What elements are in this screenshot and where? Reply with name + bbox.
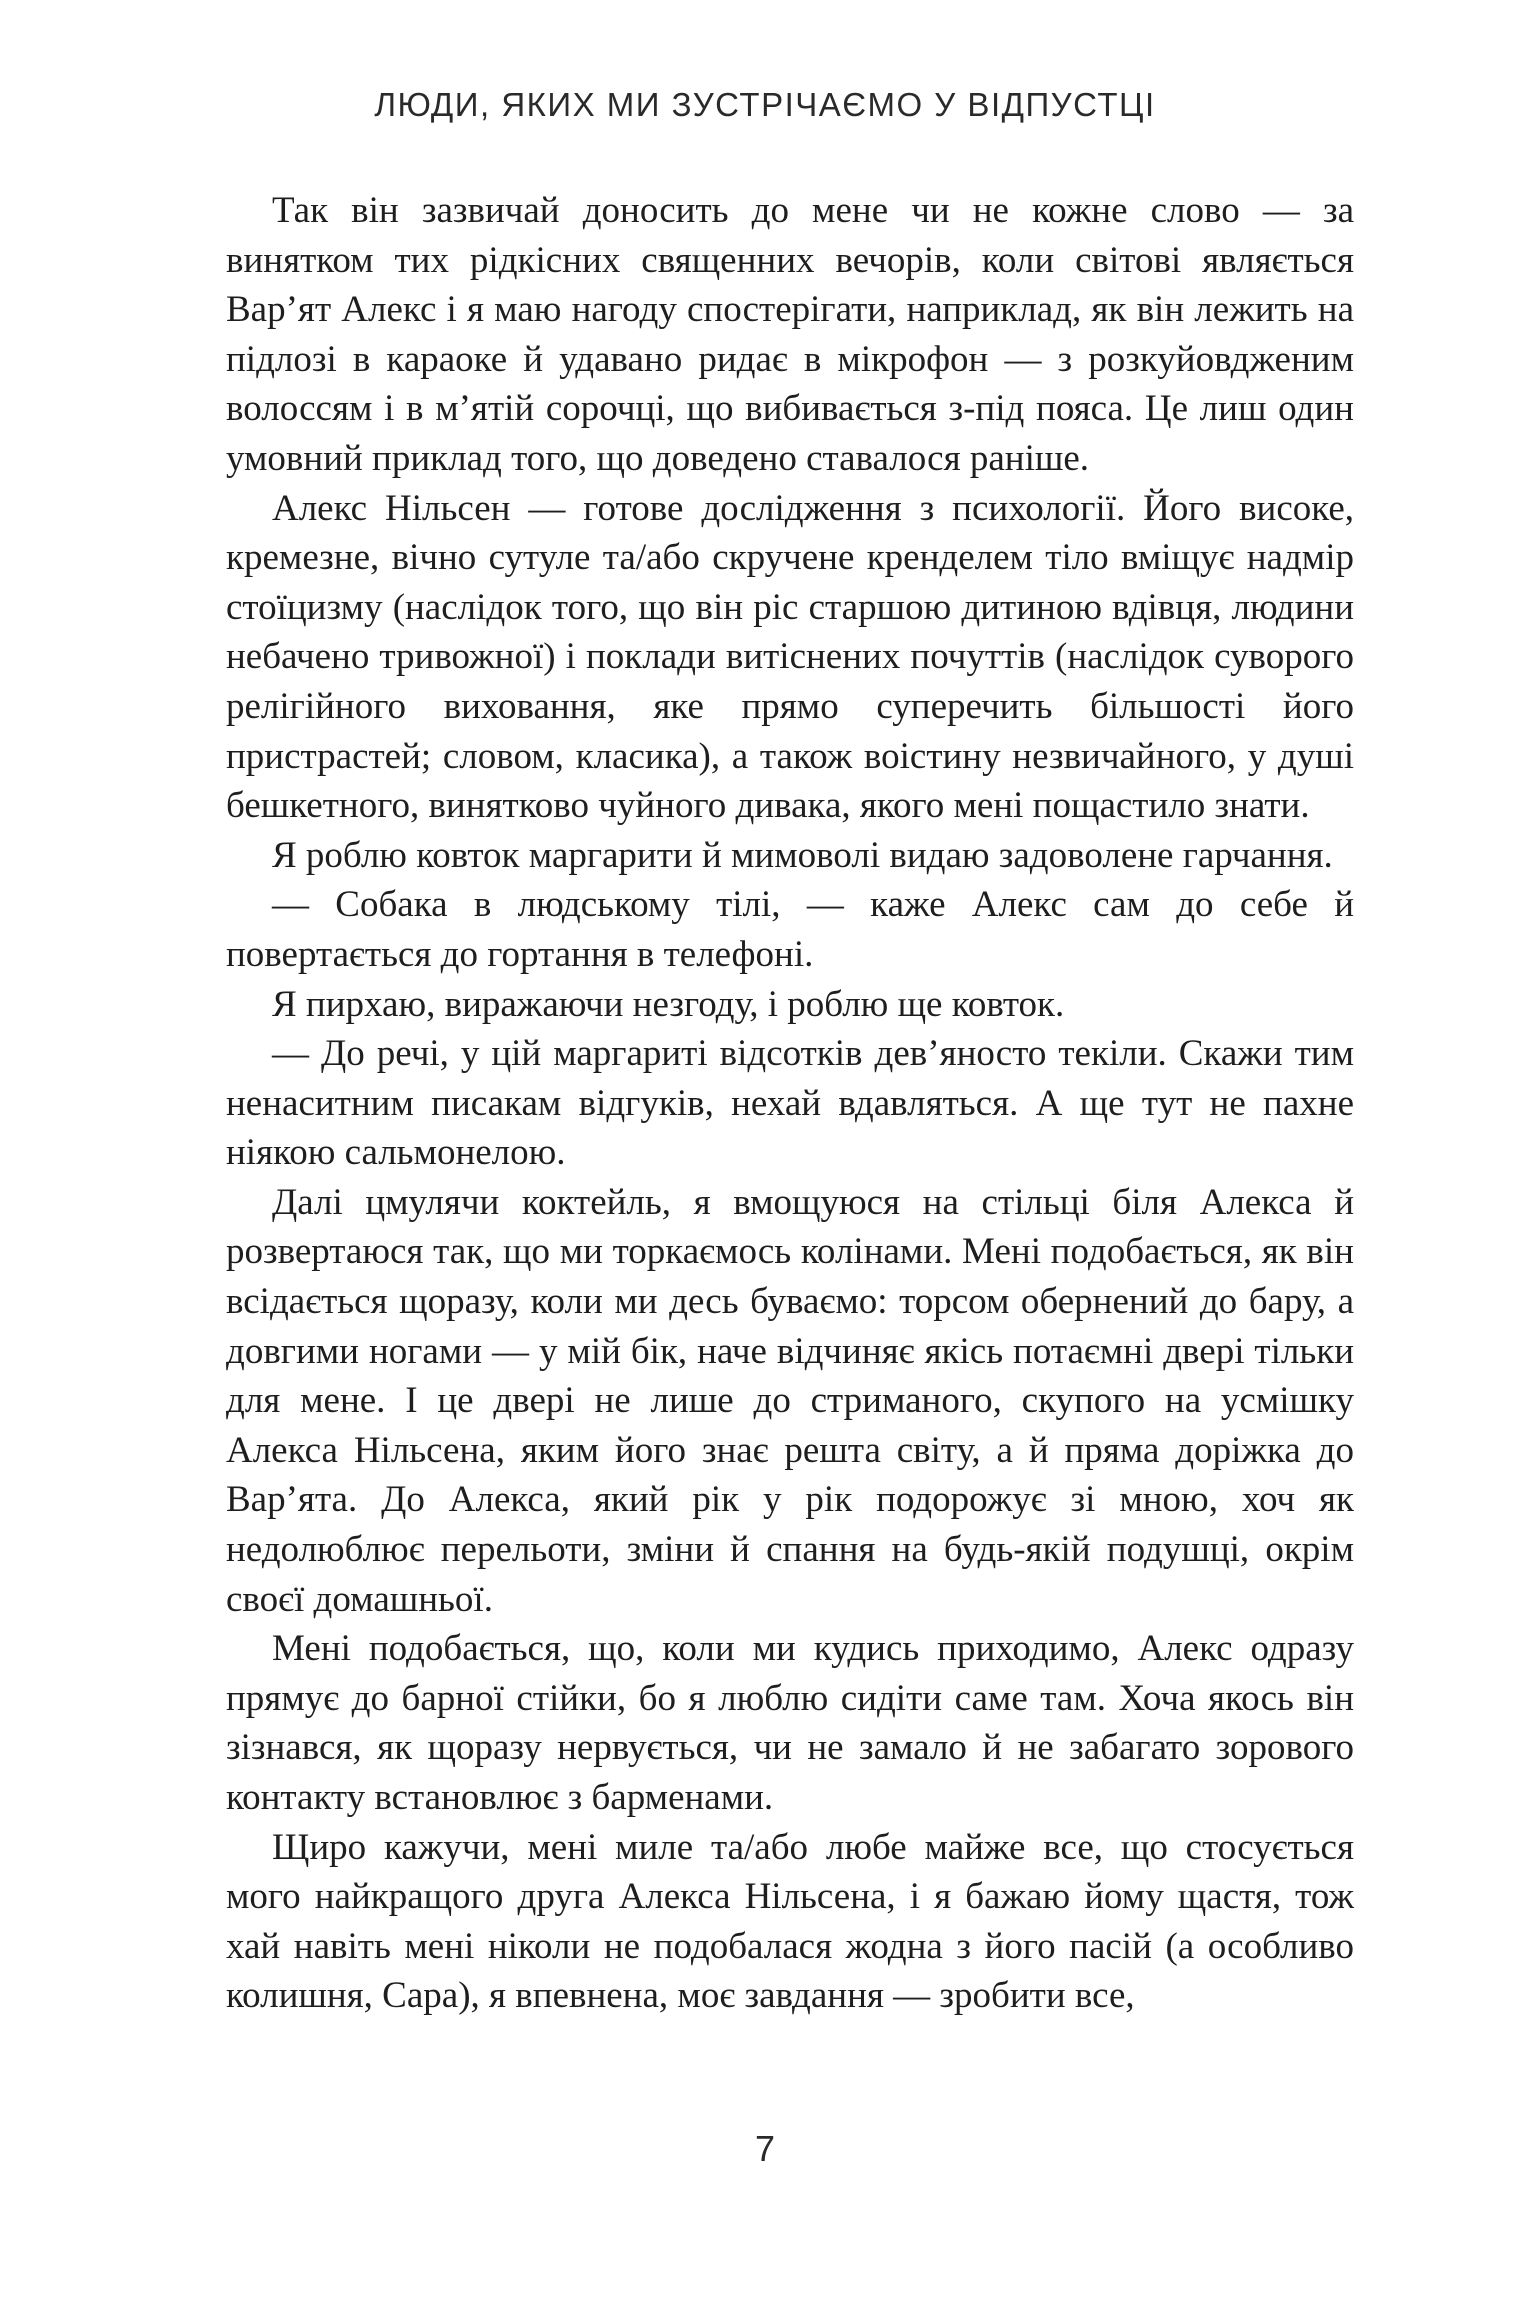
paragraph: — До речі, у цій маргариті відсотків дев’яносто текіли. Скажи тим ненаситним писакам відгуків, нехай вдавляться. А ще тут не пахне ніякою сальмонелою. (226, 1033, 1354, 1174)
page-number: 7 (754, 2128, 776, 2169)
paragraph: Так він зазвичай доносить до мене чи не кожне слово — за винятком тих рідкісних священних вечорів, коли світові являється Вар’ят Алекс і я маю нагоду спостерігати, наприклад, як він лежить на підлозі в караоке й удавано ридає в мікрофон — з розкуйовдженим волоссям і в м’ятій сорочці, що вибивається з-під пояса. Це лиш один умовний приклад того, що доведено ставалося раніше. (226, 190, 1354, 479)
body-text (226, 186, 1354, 2021)
running-head: ЛЮДИ, ЯКИХ МИ ЗУСТРІЧАЄМО У ВІДПУСТЦІ (374, 86, 1156, 123)
paragraph: Я роблю ковток маргарити й мимоволі видаю задоволене гарчання. (272, 834, 1333, 876)
paragraph: Мені подобається, що, коли ми кудись приходимо, Алекс одразу прямує до барної стійки, бо я люблю сидіти саме там. Хоча якось він зізнався, як щоразу нервується, чи не замало й не забагато зорового контакту встановлює з барменами. (226, 1628, 1354, 1818)
paragraph: — Собака в людському тілі, — каже Алекс сам до себе й повертається до гортання в телефоні. (226, 884, 1354, 975)
paragraph: Алекс Нільсен — готове дослідження з психології. Його високе, кремезне, вічно сутуле та/або скручене кренделем тіло вміщує надмір стоїцизму (наслідок того, що він ріс старшою дитиною вдівця, людини небачено тривожної) і поклади витіснених почуттів (наслідок суворого релігійного виховання, яке прямо суперечить більшості його пристрастей; словом, класика), а також воістину незвичайного, у душі бешкетного, винятково чуйного дивака, якого мені пощастило знати. (226, 487, 1354, 827)
paragraph: Щиро кажучи, мені миле та/або любе майже все, що стосується мого найкращого друга Алекса Нільсена, і я бажаю йому щастя, тож хай навіть мені ніколи не подобалася жодна з його пасій (а особливо колишня, Сара), я впевнена, моє завдання — зробити все, (226, 1826, 1354, 2017)
paragraph: Я пирхаю, виражаючи незгоду, і роблю ще ковток. (272, 983, 1065, 1025)
paragraph: Далі цмулячи коктейль, я вмощуюся на стільці біля Алекса й розвертаюся так, що ми торкаємось колінами. Мені подобається, як він всідається щоразу, коли ми десь буваємо: торсом обернений до бару, а довгими ногами — у мій бік, наче відчиняє якісь потаємні двері тільки для мене. І це двері не лише до стриманого, скупого на усмішку Алекса Нільсена, яким його знає решта світу, а й пряма доріжка до Вар’ята. До Алекса, який рік у рік подорожує зі мною, хоч як недолюблює перельоти, зміни й спання на будь-якій подушці, окрім своєї домашньої. (226, 1181, 1354, 1620)
